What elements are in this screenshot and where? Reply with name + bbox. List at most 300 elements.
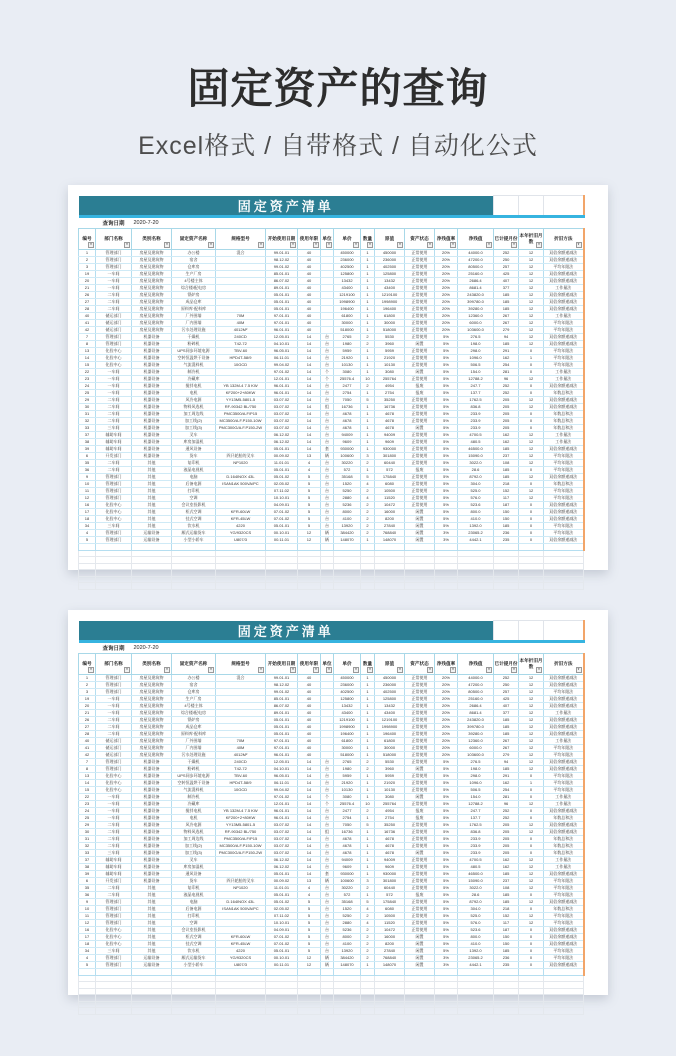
cell: 双倍余额递减法 — [544, 501, 584, 508]
cell: 281 — [494, 368, 519, 375]
cell — [216, 438, 266, 445]
cell: 30 — [79, 403, 96, 410]
cell: 机器设备 — [132, 333, 172, 340]
cell: 0 — [519, 508, 544, 515]
cell: 储运部门 — [96, 744, 132, 751]
cell: 平均年限法 — [544, 891, 584, 898]
cell: 25160.0 — [458, 270, 494, 277]
cell: 正常使用 — [405, 319, 435, 326]
cell: 台 — [321, 480, 334, 487]
cell: 572 — [334, 466, 361, 473]
cell: 机器设备 — [132, 877, 172, 884]
cell: 房屋及建筑物 — [132, 737, 172, 744]
cell: 辆 — [321, 877, 334, 884]
cell — [216, 793, 266, 800]
table-row — [79, 681, 584, 688]
cell: 平均年限法 — [544, 487, 584, 494]
cell: 5% — [435, 417, 458, 424]
cell: 管理部门 — [96, 905, 132, 912]
cell: 平均年限法 — [544, 361, 584, 368]
cell: 40 — [298, 744, 321, 751]
cell: 5% — [435, 856, 458, 863]
cell: 3% — [435, 529, 458, 536]
cell: 加工线(2) — [172, 417, 216, 424]
cell: 185 — [494, 716, 519, 723]
cell: 机器设备 — [132, 828, 172, 835]
cell: 台 — [321, 508, 334, 515]
cell: 工作量法 — [544, 800, 584, 807]
cell: 运输设备 — [132, 529, 172, 536]
cell: 2 — [361, 947, 375, 954]
cell: 台 — [321, 786, 334, 793]
cell: 86.07.02 — [266, 277, 298, 284]
cell: 5% — [435, 779, 458, 786]
filter-dropdown-icon: ▾ — [450, 242, 456, 248]
column-header — [494, 228, 519, 249]
cell: 机器设备 — [132, 786, 172, 793]
cell: 89.01.01 — [266, 709, 298, 716]
cell: 生产厂房 — [172, 270, 216, 277]
cell: 辅助车间 — [96, 870, 132, 877]
cell: 5 — [298, 494, 321, 501]
cell: 572 — [375, 891, 405, 898]
cell: 06.12.02 — [266, 863, 298, 870]
cell: 3022.0 — [458, 884, 494, 891]
empty-cell — [321, 543, 334, 550]
cell: 205 — [494, 828, 519, 835]
cell: 0 — [519, 933, 544, 940]
cell: 60440 — [375, 884, 405, 891]
column-header-label: 本年折旧月数 — [519, 233, 543, 244]
cell: 96.01.01 — [266, 382, 298, 389]
empty-cell — [544, 621, 584, 642]
cell — [216, 291, 266, 298]
cell: 粉碎机 — [172, 765, 216, 772]
cell: 20% — [435, 277, 458, 284]
cell: 1 — [361, 417, 375, 424]
cell: 43400 — [375, 709, 405, 716]
cell: 506.5 — [458, 361, 494, 368]
cell: 闲置 — [405, 793, 435, 800]
empty-cell — [334, 543, 361, 550]
cell: 70M — [216, 312, 266, 319]
cell: 35168 — [334, 898, 361, 905]
cell: 双倍余额递减法 — [544, 340, 584, 347]
cell: 05.01.01 — [266, 466, 298, 473]
cell — [216, 431, 266, 438]
cell: 正常使用 — [405, 452, 435, 459]
cell: 12 — [298, 529, 321, 536]
cell: 1 — [361, 786, 375, 793]
cell: 厂外围墙 — [172, 737, 216, 744]
cell: 电脑 — [172, 898, 216, 905]
cell: 平均年限法 — [544, 786, 584, 793]
cell: 库房加湿机 — [172, 438, 216, 445]
table-row — [79, 508, 584, 515]
cell: 12788.2 — [458, 375, 494, 382]
cell: YG/9320CS — [216, 529, 266, 536]
cell: 台 — [321, 494, 334, 501]
cell: 空转恒温烘干设备 — [172, 779, 216, 786]
cell: 5% — [435, 786, 458, 793]
cell: 房屋及建筑物 — [132, 256, 172, 263]
cell: 23 — [79, 800, 96, 807]
cell: 风冷电源 — [172, 396, 216, 403]
cell: 17 — [79, 933, 96, 940]
cell — [216, 709, 266, 716]
cell: 35250 — [375, 396, 405, 403]
cell: 06.11.01 — [266, 779, 298, 786]
cell: 电机 — [172, 814, 216, 821]
cell: 房屋及建筑物 — [132, 688, 172, 695]
filter-dropdown-icon: ▾ — [576, 667, 582, 673]
cell: 工作量法 — [544, 856, 584, 863]
cell: 20% — [435, 681, 458, 688]
cell: 双倍余额递减法 — [544, 249, 584, 256]
cell: 247.7 — [458, 382, 494, 389]
cell: 1 — [361, 744, 375, 751]
cell: 正常使用 — [405, 786, 435, 793]
cell: 196400 — [375, 305, 405, 312]
cell: 5% — [435, 912, 458, 919]
cell: 35 — [79, 884, 96, 891]
cell: 1 — [361, 263, 375, 270]
query-date-label: 查询日期 — [102, 220, 125, 227]
cell: 450000 — [375, 249, 405, 256]
empty-cell — [172, 583, 216, 590]
cell: 14 — [298, 793, 321, 800]
table-row — [79, 445, 584, 452]
cell: 14 — [298, 821, 321, 828]
cell: 14 — [298, 863, 321, 870]
cell: 450000 — [375, 674, 405, 681]
empty-cell — [321, 968, 334, 975]
cell: 2765 — [334, 758, 361, 765]
cell: 台 — [321, 410, 334, 417]
cell: 8681.4 — [458, 284, 494, 291]
cell: 台 — [321, 515, 334, 522]
cell: 9 — [79, 473, 96, 480]
cell: 5 — [298, 501, 321, 508]
table-row — [79, 772, 584, 779]
cell: 机器设备 — [132, 389, 172, 396]
cell: 正常使用 — [405, 870, 435, 877]
table-row — [79, 403, 584, 410]
cell: 4954 — [375, 807, 405, 814]
cell: 96 — [494, 375, 519, 382]
cell: 12 — [519, 856, 544, 863]
cell: 196400 — [334, 730, 361, 737]
cell: 干燥机 — [172, 333, 216, 340]
cell: 2 — [79, 681, 96, 688]
cell: NP1020 — [216, 884, 266, 891]
cell: 06.12.02 — [266, 438, 298, 445]
cell: 管理部门 — [96, 536, 132, 543]
cell: 正常使用 — [405, 375, 435, 382]
cell: 12 — [79, 919, 96, 926]
cell: 储运部门 — [96, 737, 132, 744]
cell: 工作量法 — [544, 312, 584, 319]
cell: 其他 — [132, 947, 172, 954]
cell: 台 — [321, 842, 334, 849]
cell: 个 — [321, 375, 334, 382]
cell: 正常使用 — [405, 417, 435, 424]
cell: 125800 — [375, 695, 405, 702]
cell: YY13M5-5801-5 — [216, 821, 266, 828]
cell: 20% — [435, 716, 458, 723]
cell — [216, 723, 266, 730]
cell: 2 — [361, 940, 375, 947]
cell: 154.0 — [458, 793, 494, 800]
cell: 14 — [298, 389, 321, 396]
cell: 30000 — [334, 319, 361, 326]
table-row — [79, 926, 584, 933]
cell: 1998900 — [334, 298, 361, 305]
cell: 1 — [361, 326, 375, 333]
cell: 7050 — [334, 821, 361, 828]
cell: YB 132M-4 7.5 KW — [216, 382, 266, 389]
cell: 仓库房 — [172, 688, 216, 695]
cell: 40M — [216, 744, 266, 751]
filter-dropdown-icon: ▾ — [164, 242, 170, 248]
cell: 正常使用 — [405, 702, 435, 709]
cell: 98.12.02 — [266, 256, 298, 263]
cell: 5% — [435, 765, 458, 772]
cell: 平均年限法 — [544, 466, 584, 473]
cell: 双倍余额递减法 — [544, 291, 584, 298]
cell: 235 — [494, 961, 519, 968]
cell: 39 — [79, 445, 96, 452]
filter-dropdown-icon: ▾ — [486, 667, 492, 673]
cell: 管理部门 — [96, 919, 132, 926]
cell: 32 — [79, 842, 96, 849]
cell: 管理部门 — [96, 256, 132, 263]
cell: 94 — [494, 758, 519, 765]
cell: 480.5 — [458, 863, 494, 870]
cell: 台 — [321, 947, 334, 954]
cell: 10 — [361, 375, 375, 382]
cell: 工作量法 — [544, 793, 584, 800]
cell: 2 — [361, 765, 375, 772]
cell — [216, 702, 266, 709]
cell: 34 — [79, 522, 96, 529]
cell: 12 — [519, 452, 544, 459]
cell: 12 — [519, 312, 544, 319]
cell: 正常使用 — [405, 410, 435, 417]
cell: 247.7 — [458, 807, 494, 814]
cell: 5 — [298, 508, 321, 515]
cell: NP1020 — [216, 459, 266, 466]
cell: 三车间 — [96, 424, 132, 431]
cell: 6000.0 — [458, 319, 494, 326]
cell: 402500 — [334, 688, 361, 695]
cell — [216, 375, 266, 382]
cell: 5% — [435, 452, 458, 459]
cell: 02.05.02 — [266, 905, 298, 912]
cell: 28 — [79, 730, 96, 737]
cell: 房屋及建筑物 — [132, 709, 172, 716]
cell: 198.0 — [458, 340, 494, 347]
cell — [321, 298, 334, 305]
cell: 正常使用 — [405, 326, 435, 333]
cell: 闲置 — [405, 340, 435, 347]
cell: 2 — [361, 529, 375, 536]
cell: HPD4T-58/9 — [216, 779, 266, 786]
cell: 储运部门 — [96, 312, 132, 319]
cell — [216, 445, 266, 452]
table-row — [79, 933, 584, 940]
cell — [216, 863, 266, 870]
cell: 1 — [361, 891, 375, 898]
cell: 96.05.01 — [266, 347, 298, 354]
cell: 99.01.02 — [266, 263, 298, 270]
filter-dropdown-icon: ▾ — [367, 667, 373, 673]
cell: 辆 — [321, 954, 334, 961]
cell: 12 — [79, 494, 96, 501]
cell: 5 — [298, 940, 321, 947]
cell: 正常使用 — [405, 695, 435, 702]
cell: 267 — [494, 319, 519, 326]
column-header — [79, 228, 96, 249]
cell: 10472 — [375, 926, 405, 933]
cell: 12 — [519, 709, 544, 716]
cell: 年数总和法 — [544, 410, 584, 417]
cell: 个 — [321, 800, 334, 807]
cell: 04.09.01 — [266, 501, 298, 508]
table-row — [79, 368, 584, 375]
cell: 298.0 — [458, 347, 494, 354]
cell: 99.01.01 — [266, 249, 298, 256]
cell: 正常使用 — [405, 312, 435, 319]
empty-cell — [79, 1008, 96, 1015]
cell: 仓库房 — [172, 263, 216, 270]
filter-dropdown-icon: ▾ — [536, 242, 542, 248]
cell: 05.01.01 — [266, 522, 298, 529]
cell: 1 — [361, 438, 375, 445]
cell: 18 — [79, 940, 96, 947]
cell: 个 — [321, 368, 334, 375]
filter-dropdown-icon: ▾ — [313, 667, 319, 673]
cell: 机器设备 — [132, 835, 172, 842]
cell: 0 — [519, 849, 544, 856]
cell: 257 — [494, 688, 519, 695]
cell: 挂式空调 — [172, 515, 216, 522]
cell: 5% — [435, 849, 458, 856]
cell: 货车 — [172, 452, 216, 459]
cell: 22 — [79, 368, 96, 375]
cell: 一车间 — [96, 368, 132, 375]
cell: 正常使用 — [405, 501, 435, 508]
cell: 正常使用 — [405, 709, 435, 716]
cell: 5530 — [375, 333, 405, 340]
cell: 叉车 — [172, 431, 216, 438]
cell: 2880 — [334, 494, 361, 501]
cell: 240CD — [216, 333, 266, 340]
cell: 185 — [494, 298, 519, 305]
cell: 103600.0 — [458, 751, 494, 758]
cell: 混合 — [216, 249, 266, 256]
cell: 12 — [519, 284, 544, 291]
cell: 管理部门 — [96, 263, 132, 270]
cell: 2 — [361, 487, 375, 494]
cell: 36 — [79, 466, 96, 473]
cell: 40 — [298, 688, 321, 695]
cell: 20% — [435, 298, 458, 305]
cell: 1219100 — [375, 716, 405, 723]
cell: 14 — [298, 870, 321, 877]
cell: 12 — [519, 688, 544, 695]
cell: 其他 — [132, 905, 172, 912]
cell: 房屋及建筑物 — [132, 702, 172, 709]
cell: 930000 — [334, 445, 361, 452]
cell: 23 — [79, 375, 96, 382]
cell: 房屋及建筑物 — [132, 312, 172, 319]
cell: 1096.0 — [458, 779, 494, 786]
cell: 房屋及建筑物 — [132, 730, 172, 737]
cell: 29 — [79, 821, 96, 828]
cell: 185 — [494, 730, 519, 737]
cell: 5959 — [375, 772, 405, 779]
cell: 台 — [321, 772, 334, 779]
cell: 房屋及建筑物 — [132, 249, 172, 256]
filter-dropdown-icon: ▾ — [313, 242, 319, 248]
page-title: 固定资产的查询 — [187, 65, 489, 112]
cell — [321, 730, 334, 737]
cell: 276.5 — [458, 758, 494, 765]
cell: 96 — [494, 800, 519, 807]
empty-cell — [458, 583, 494, 590]
cell: 平均年限法 — [544, 877, 584, 884]
empty-row — [79, 543, 584, 550]
filter-dropdown-icon: ▾ — [290, 667, 296, 673]
cell: 43400 — [375, 284, 405, 291]
cell — [321, 695, 334, 702]
cell: 1 — [361, 828, 375, 835]
cell: 1520 — [334, 480, 361, 487]
cell — [216, 284, 266, 291]
cell: 复印机 — [172, 884, 216, 891]
cell: 闲置 — [405, 954, 435, 961]
cell: 4678 — [334, 842, 361, 849]
cell: 96.01.01 — [266, 807, 298, 814]
cell: 6000.0 — [458, 744, 494, 751]
cell: 12 — [519, 319, 544, 326]
cell: 20% — [435, 709, 458, 716]
sheet-grid — [78, 195, 585, 590]
cell: 2754 — [375, 814, 405, 821]
cell: 机器设备 — [132, 368, 172, 375]
cell: 闲置 — [405, 536, 435, 543]
cell: 1 — [361, 961, 375, 968]
cell: 14 — [298, 842, 321, 849]
table-row — [79, 870, 584, 877]
table-row — [79, 702, 584, 709]
cell: 5% — [435, 870, 458, 877]
cell: 1 — [361, 284, 375, 291]
cell — [321, 688, 334, 695]
cell — [321, 263, 334, 270]
cell: 05.01.01 — [266, 730, 298, 737]
cell: 台 — [321, 382, 334, 389]
column-header — [298, 653, 321, 674]
cell: 32 — [79, 417, 96, 424]
cell: 年数总和法 — [544, 480, 584, 487]
cell: 正常使用 — [405, 751, 435, 758]
cell: 一车间 — [96, 807, 132, 814]
cell: 185 — [494, 898, 519, 905]
cell: D.164INOX 43L — [216, 898, 266, 905]
cell: 94009 — [375, 856, 405, 863]
